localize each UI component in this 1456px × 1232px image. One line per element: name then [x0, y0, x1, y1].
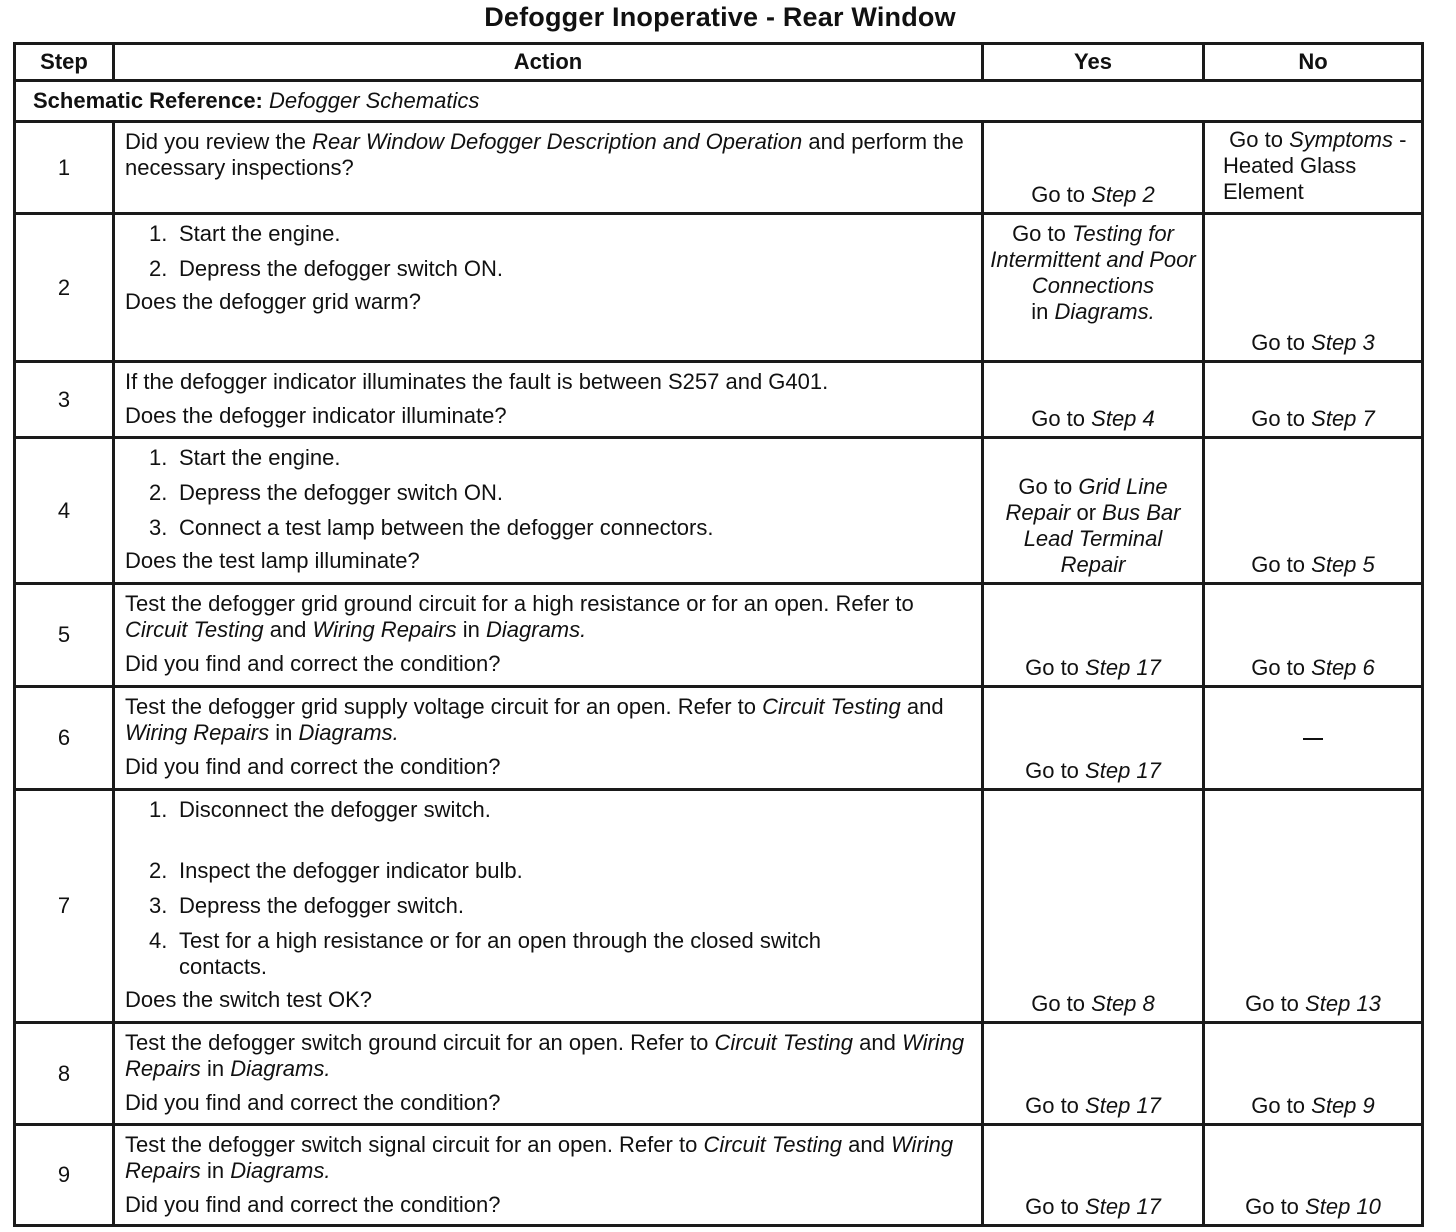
go-to-label: Go to: [1245, 1194, 1299, 1219]
step-number: 6: [15, 687, 114, 790]
yes-step-link[interactable]: Step 17: [1085, 1194, 1161, 1219]
schematic-label: Schematic Reference:: [33, 88, 263, 113]
question-text: Does the defogger indicator illuminate?: [125, 403, 507, 428]
step-number: 8: [15, 1023, 114, 1125]
no-cell: [1204, 1023, 1423, 1125]
question-text: Did you find and correct the condition?: [125, 1090, 501, 1115]
no-result: [1205, 1194, 1421, 1220]
no-cell: [1204, 1125, 1423, 1226]
action-text: [125, 1030, 971, 1082]
table-row: [15, 584, 1423, 687]
wiring-repairs-link[interactable]: Wiring Repairs: [125, 720, 270, 745]
list-item-text: Depress the defogger switch ON.: [179, 480, 504, 505]
yes-cell: [983, 687, 1204, 790]
list-item: 1. Start the engine.: [149, 221, 341, 246]
go-to-label: Go to: [1012, 221, 1066, 246]
yes-step-link[interactable]: Step 17: [1085, 655, 1161, 680]
header-action: Action: [114, 44, 983, 81]
action-text-part: Did you review the: [125, 129, 306, 154]
go-to-label: Go to: [1031, 406, 1086, 431]
diagnostic-table: [13, 42, 1424, 1227]
list-item-text: Start the engine.: [179, 445, 341, 470]
go-to-label: Go to: [1251, 552, 1306, 577]
circuit-testing-link[interactable]: Circuit Testing: [125, 617, 264, 642]
question-text: Does the test lamp illuminate?: [125, 548, 420, 573]
yes-cell: [983, 214, 1204, 362]
in-label: in: [1031, 299, 1049, 324]
go-to-label: Go to: [1251, 655, 1306, 680]
yes-step-link[interactable]: Step 17: [1085, 758, 1161, 783]
action-cell: [114, 687, 983, 790]
action-text-part: and perform the necessary inspections?: [125, 129, 964, 180]
wiring-repairs-link[interactable]: Wiring Repairs: [125, 1132, 954, 1183]
list-item: 2. Depress the defogger switch ON.: [149, 480, 504, 505]
header-no: No: [1204, 44, 1423, 81]
step-number: 3: [15, 362, 114, 438]
wiring-repairs-link[interactable]: Wiring Repairs: [312, 617, 457, 642]
yes-cell: [983, 362, 1204, 438]
schematic-reference: [15, 81, 1423, 122]
page-title: Defogger Inoperative - Rear Window: [484, 2, 956, 32]
no-result: [1205, 991, 1421, 1017]
go-to-label: Go to: [1025, 655, 1079, 680]
yes-result: [984, 758, 1202, 784]
yes-result: [984, 1194, 1202, 1220]
yes-cell: [983, 790, 1204, 1023]
yes-result: [984, 1093, 1202, 1119]
dash-icon: [1303, 738, 1323, 740]
diagrams-link[interactable]: Diagrams.: [230, 1158, 331, 1183]
or-label: or: [1076, 500, 1097, 525]
question-text: Did you find and correct the condition?: [125, 1192, 501, 1217]
yes-cell: [983, 1023, 1204, 1125]
question-text: Does the switch test OK?: [125, 987, 372, 1012]
action-text-part: and: [848, 1132, 885, 1157]
no-cell: [1204, 122, 1423, 214]
step-number: 2: [15, 214, 114, 362]
no-step-link[interactable]: Step 10: [1305, 1194, 1381, 1219]
header-row: [15, 44, 1423, 81]
table-row: [15, 1023, 1423, 1125]
no-result: [1205, 330, 1421, 356]
no-step-link[interactable]: Step 5: [1311, 552, 1375, 577]
go-to-label: Go to: [1031, 182, 1086, 207]
yes-step-link[interactable]: Step 4: [1091, 406, 1155, 431]
action-cell: [114, 438, 983, 584]
go-to-label: Go to: [1229, 127, 1283, 152]
list-item: 2. Inspect the defogger indicator bulb.: [149, 858, 523, 883]
action-cell: [114, 214, 983, 362]
action-cell: [114, 790, 983, 1023]
yes-step-link[interactable]: Step 17: [1085, 1093, 1161, 1118]
go-to-label: Go to: [1018, 474, 1073, 499]
step-number: 9: [15, 1125, 114, 1226]
no-result: [1205, 1093, 1421, 1119]
action-cell: [114, 362, 983, 438]
go-to-label: Go to: [1245, 991, 1299, 1016]
yes-result: [984, 655, 1202, 681]
question-text: Did you find and correct the condition?: [125, 651, 501, 676]
list-item-text: Start the engine.: [179, 221, 341, 246]
table-row: [15, 122, 1423, 214]
action-text: [125, 591, 971, 643]
step-number: 7: [15, 790, 114, 1023]
list-item-text: Inspect the defogger indicator bulb.: [179, 858, 523, 883]
circuit-testing-link[interactable]: Circuit Testing: [714, 1030, 854, 1055]
no-step-link[interactable]: Step 9: [1311, 1093, 1375, 1118]
diagrams-link[interactable]: Diagrams.: [230, 1056, 331, 1081]
diagrams-link[interactable]: Diagrams.: [298, 720, 399, 745]
table-row: [15, 214, 1423, 362]
step-number: 1: [15, 122, 114, 214]
action-cell: [114, 584, 983, 687]
list-item: 3. Depress the defogger switch.: [149, 893, 464, 918]
action-text: If the defogger indicator illuminates the fault is between S257 and G401.: [125, 369, 829, 394]
description-link[interactable]: Rear Window Defogger Description and Operation: [312, 129, 803, 154]
action-text-part: Test the defogger switch ground circuit for an open. Refer to: [125, 1030, 709, 1055]
yes-cell: [983, 122, 1204, 214]
go-to-label: Go to: [1025, 1093, 1079, 1118]
yes-cell: [983, 438, 1204, 584]
procedure-list: [125, 797, 971, 980]
action-cell: [114, 1023, 983, 1125]
go-to-label: Go to: [1031, 991, 1086, 1016]
go-to-label: Go to: [1251, 1093, 1306, 1118]
action-text-part: in: [275, 720, 293, 745]
action-cell: [114, 122, 983, 214]
no-result-text: - Heated Glass Element: [1223, 127, 1407, 204]
list-item-text: Depress the defogger switch.: [179, 893, 464, 918]
list-item: 3. Connect a test lamp between the defogger connectors.: [149, 515, 714, 540]
yes-result: [984, 474, 1202, 578]
schematic-row: [15, 81, 1423, 122]
action-cell: [114, 1125, 983, 1226]
action-text-part: Test the defogger grid supply voltage circuit for an open. Refer to: [125, 694, 757, 719]
diagrams-link[interactable]: Diagrams.: [486, 617, 587, 642]
no-step-link[interactable]: Step 13: [1305, 991, 1381, 1016]
table-row: [15, 790, 1423, 1023]
list-item: 4. Test for a high resistance or for an open through the closed switch contacts.: [149, 928, 822, 979]
action-text-part: Test the defogger grid ground circuit for a high resistance or for an open. Refer to: [125, 591, 914, 616]
no-step-link[interactable]: Step 3: [1311, 330, 1375, 355]
procedure-list: [125, 221, 971, 282]
action-text: [125, 129, 971, 181]
action-text: [125, 694, 971, 746]
yes-step-link[interactable]: Step 8: [1091, 991, 1155, 1016]
question-text: Does the defogger grid warm?: [125, 289, 421, 314]
list-item-text: Depress the defogger switch ON.: [179, 256, 504, 281]
no-cell: [1204, 687, 1423, 790]
no-result: [1205, 123, 1421, 205]
list-item-text: Test for a high resistance or for an open through the closed switch contacts.: [179, 928, 822, 979]
action-text-part: in: [462, 617, 480, 642]
yes-result: [984, 182, 1202, 208]
yes-cell: [983, 584, 1204, 687]
yes-result: [984, 991, 1202, 1017]
action-text-part: and: [269, 617, 307, 642]
no-step-link[interactable]: Step 6: [1311, 655, 1375, 680]
grid-line-repair-link[interactable]: Grid Line Repair: [1005, 474, 1168, 525]
action-text-part: and: [906, 694, 944, 719]
action-text-part: in: [206, 1056, 225, 1081]
yes-cell: [983, 1125, 1204, 1226]
procedure-list: [125, 445, 971, 541]
table-row: [15, 687, 1423, 790]
wiring-repairs-link[interactable]: Wiring Repairs: [125, 1030, 965, 1081]
no-result: [1205, 655, 1421, 681]
table-row: [15, 362, 1423, 438]
step-number: 5: [15, 584, 114, 687]
list-item: 2. Depress the defogger switch ON.: [149, 256, 504, 281]
table-row: [15, 438, 1423, 584]
no-cell: [1204, 438, 1423, 584]
symptoms-link[interactable]: Symptoms: [1289, 127, 1393, 152]
go-to-label: Go to: [1251, 406, 1306, 431]
list-item: 1. Start the engine.: [149, 445, 341, 470]
circuit-testing-link[interactable]: Circuit Testing: [703, 1132, 843, 1157]
testing-link[interactable]: Testing for Intermittent and Poor Connections: [990, 221, 1196, 298]
go-to-label: Go to: [1251, 330, 1306, 355]
list-item-text: Connect a test lamp between the defogger connectors.: [179, 515, 714, 540]
no-step-link[interactable]: Step 7: [1311, 406, 1375, 431]
header-step: Step: [15, 44, 114, 81]
action-text-part: Test the defogger switch signal circuit for an open. Refer to: [125, 1132, 698, 1157]
action-text-part: and: [859, 1030, 896, 1055]
no-cell: [1204, 790, 1423, 1023]
diagrams-link[interactable]: Diagrams.: [1054, 299, 1155, 324]
circuit-testing-link[interactable]: Circuit Testing: [762, 694, 901, 719]
schematic-link[interactable]: Defogger Schematics: [269, 88, 480, 113]
no-result: [1205, 552, 1421, 578]
go-to-label: Go to: [1025, 758, 1079, 783]
list-item-text: Disconnect the defogger switch.: [179, 797, 491, 822]
yes-result: [984, 406, 1202, 432]
no-cell: [1204, 584, 1423, 687]
no-cell: [1204, 214, 1423, 362]
action-text: [125, 1132, 971, 1184]
header-yes: Yes: [983, 44, 1204, 81]
step-number: 4: [15, 438, 114, 584]
action-text-part: in: [206, 1158, 225, 1183]
question-text: Did you find and correct the condition?: [125, 754, 501, 779]
yes-step-link[interactable]: Step 2: [1091, 182, 1155, 207]
no-result: [1205, 406, 1421, 432]
table-row: [15, 1125, 1423, 1226]
bus-bar-repair-link[interactable]: Bus Bar Lead Terminal Repair: [1023, 500, 1181, 577]
yes-result: [984, 215, 1202, 325]
go-to-label: Go to: [1025, 1194, 1079, 1219]
list-item: 1. Disconnect the defogger switch.: [149, 797, 491, 822]
no-cell: [1204, 362, 1423, 438]
